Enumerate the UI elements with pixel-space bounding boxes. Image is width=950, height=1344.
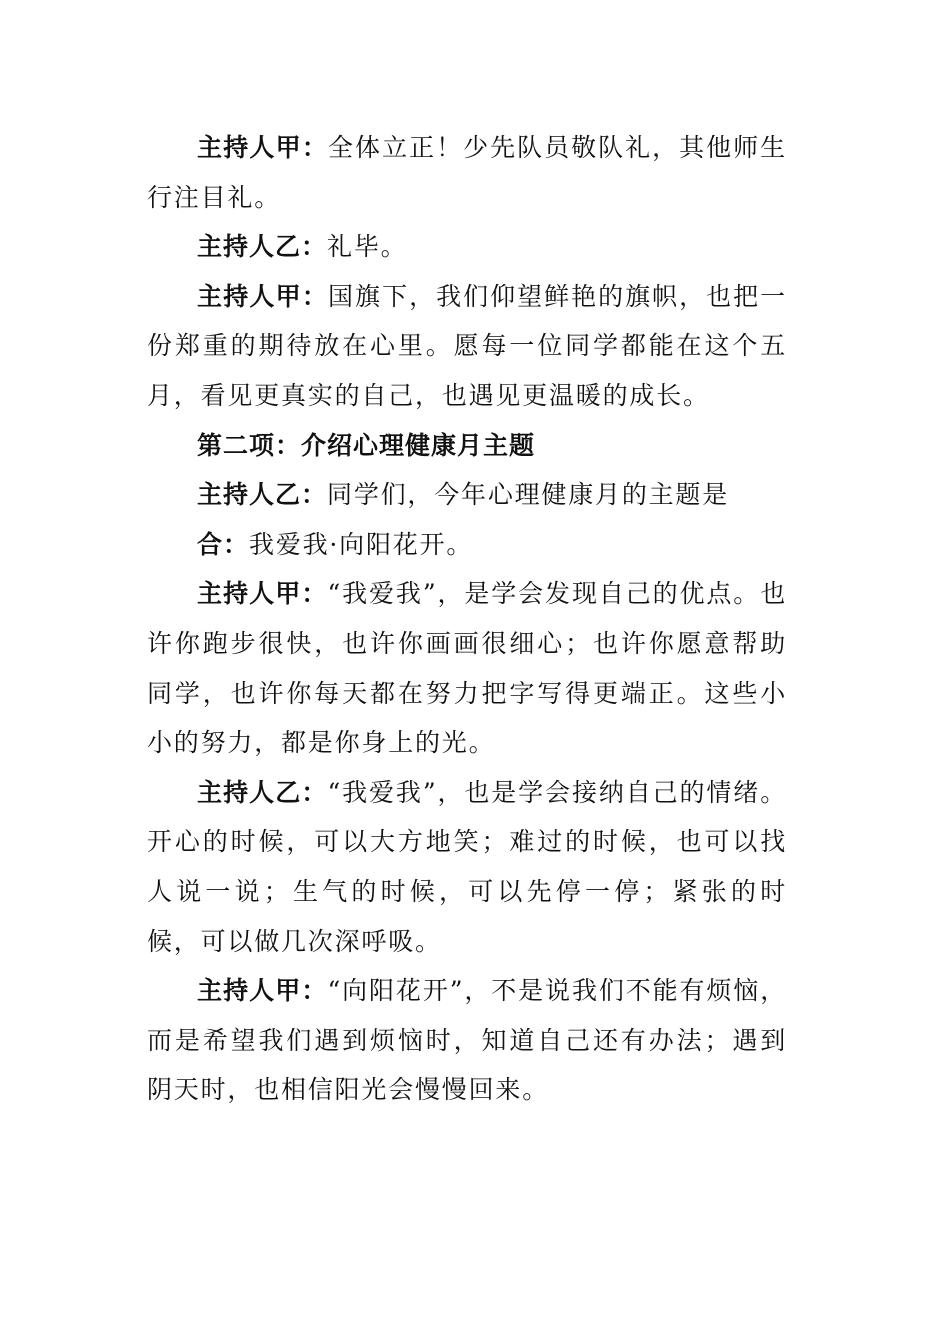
paragraph-5: [147, 470, 787, 520]
paragraph-text: “我爱我”，也是学会接纳自己的情绪。开心的时候，可以大方地笑；难过的时候，也可以找人说一说；生气的时候，可以先停一停；紧张的时候，可以做几次深呼吸。: [147, 777, 787, 956]
section-title: 第二项：介绍心理健康月主题: [197, 430, 536, 460]
document-page: [147, 123, 787, 1115]
paragraph-text: 全体立正！少先队员敬队礼，其他师生行注目礼。: [147, 133, 787, 212]
speaker-label: 主持人乙：: [197, 232, 328, 262]
paragraph-9: [147, 966, 787, 1115]
paragraph-text: 我爱我·向阳花开。: [249, 529, 474, 559]
paragraph-1: [147, 123, 787, 222]
paragraph-3: [147, 272, 787, 421]
paragraph-6: [147, 520, 787, 570]
speaker-label: 主持人甲：: [197, 133, 329, 162]
paragraph-text: 礼毕。: [327, 232, 408, 262]
speaker-label: 主持人乙：: [197, 777, 328, 807]
paragraph-2: [147, 222, 787, 272]
speaker-label: 主持人甲：: [197, 281, 329, 311]
speaker-label: 主持人乙：: [197, 480, 328, 510]
paragraph-7: [147, 569, 787, 767]
paragraph-text: 国旗下，我们仰望鲜艳的旗帜，也把一份郑重的期待放在心里。愿每一位同学都能在这个五月，看见更真实的自己，也遇见更温暖的成长。: [147, 281, 787, 410]
paragraph-text: “向阳花开”，不是说我们不能有烦恼，而是希望我们遇到烦恼时，知道自己还有办法；遇到阴天时，也相信阳光会慢慢回来。: [147, 976, 787, 1105]
speaker-label: 主持人甲：: [197, 579, 328, 609]
paragraph-8: [147, 768, 787, 966]
speaker-label: 主持人甲：: [197, 976, 328, 1006]
paragraph-text: 同学们，今年心理健康月的主题是: [327, 480, 730, 510]
paragraph-text: “我爱我”，是学会发现自己的优点。也许你跑步很快，也许你画画很细心；也许你愿意帮助同学，也许你每天都在努力把字写得更端正。这些小小的努力，都是你身上的光。: [147, 579, 787, 758]
section-heading: [147, 421, 787, 471]
speaker-label: 合：: [197, 529, 250, 559]
